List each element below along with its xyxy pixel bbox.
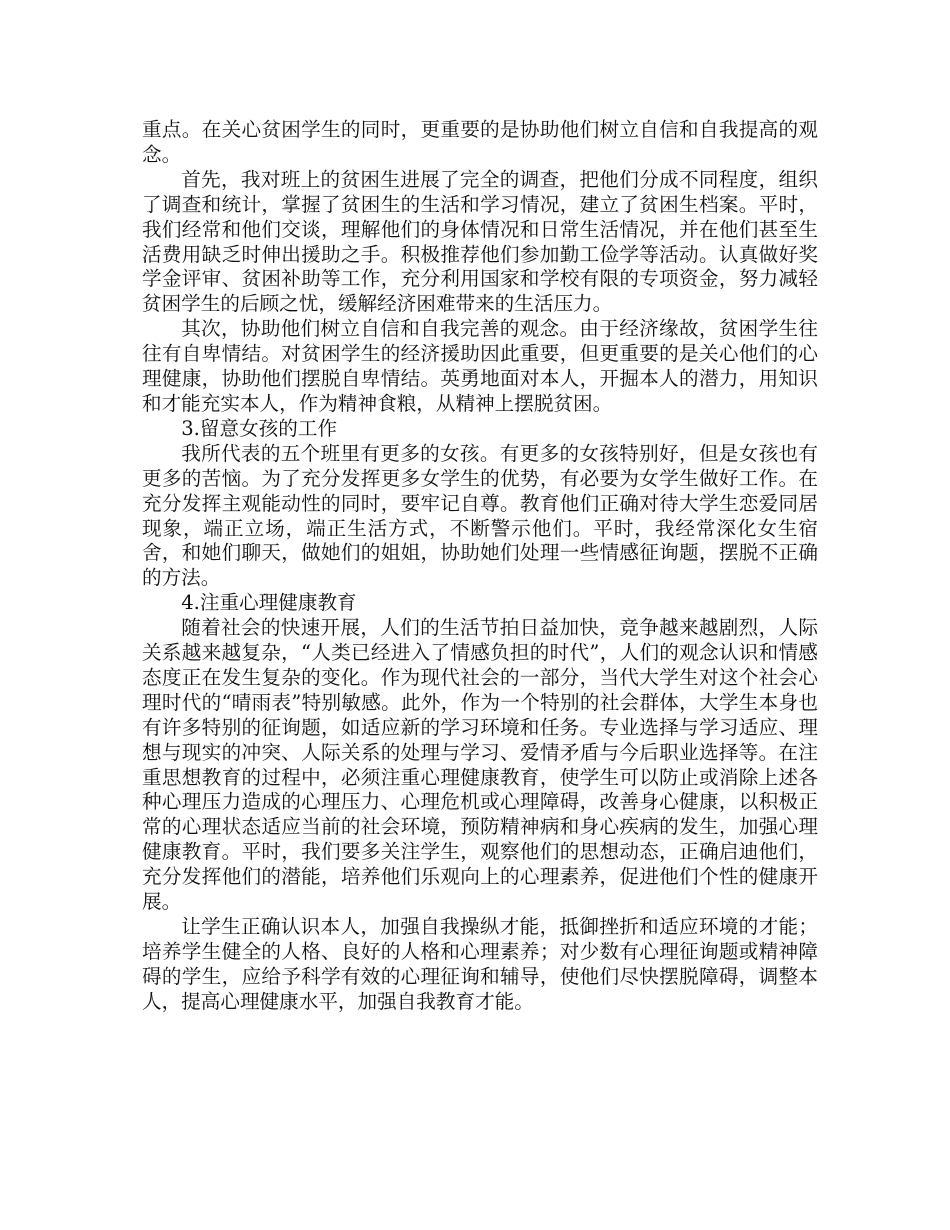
section-heading-girls-work: 3.留意女孩的工作 bbox=[181, 416, 338, 440]
paragraph-self-education: 让学生正确认识本人，加强自我操纵才能，抵御挫折和适应环境的才能；培养学生健全的人格、良好的人格和心理素养；对少数有心理征询题或精神障碍的学生，应给予科学有效的心理征询和辅导，使他们尽快摆脱障碍，调整本人，提高心理健康水平，加强自我教育才能。 bbox=[142, 915, 818, 1013]
paragraph-poor-students-survey: 首先，我对班上的贫困生进展了完全的调查，把他们分成不同程度，组织了调查和统计，掌握了贫困生的生活和学习情况，建立了贫困生档案。平时，我们经常和他们交谈，理解他们的身体情况和日常生活情况，并在他们甚至生活费用缺乏时伸出援助之手。积极推荐他们参加勤工俭学等活动。认真做好奖学金评审、贫困补助等工作，充分利用国家和学校有限的专项资金，努力减轻贫困学生的后顾之忧，缓解经济困难带来的生活压力。 bbox=[142, 167, 818, 316]
paragraph-mental-health: 随着社会的快速开展，人们的生活节拍日益加快，竞争越来越剧烈，人际关系越来越复杂，“人类已经进入了情感负担的时代”，人们的观念认识和情感态度正在发生复杂的变化。作为现代社会的一部分，当代大学生对这个社会心理时代的“晴雨表”特别敏感。此外，作为一个特别的社会群体，大学生本身也有许多特别的征询题，如适应新的学习环境和任务。专业选择与学习适应、理想与现实的冲突、人际关系的处理与学习、爱情矛盾与今后职业选择等。在注重思想教育的过程中，必须注重心理健康教育，使学生可以防止或消除上述各种心理压力造成的心理压力、心理危机或心理障碍，改善身心健康，以积极正常的心理状态适应当前的社会环境，预防精神病和身心疾病的发生，加强心理健康教育。平时，我们要多关注学生，观察他们的思想动态，正确启迪他们，充分发挥他们的潜能，培养他们乐观向上的心理素养，促进他们个性的健康开展。 bbox=[142, 616, 818, 914]
paragraph-self-confidence: 其次，协助他们树立自信和自我完善的观念。由于经济缘故，贫困学生往往有自卑情结。对贫困学生的经济援助因此重要，但更重要的是关心他们的心理健康，协助他们摆脱自卑情结。英勇地面对本人，开掘本人的潜力，用知识和才能充实本人，作为精神食粮，从精神上摆脱贫困。 bbox=[142, 317, 818, 415]
document-body bbox=[142, 118, 818, 1015]
paragraph-continuation: 重点。在关心贫困学生的同时，更重要的是协助他们树立自信和自我提高的观念。 bbox=[142, 118, 818, 166]
section-heading-mental-health: 4.注重心理健康教育 bbox=[181, 591, 357, 615]
paragraph-girls-work: 我所代表的五个班里有更多的女孩。有更多的女孩特别好，但是女孩也有更多的苦恼。为了充分发挥更多女学生的优势，有必要为女学生做好工作。在充分发挥主观能动性的同时，要牢记自尊。教育他们正确对待大学生恋爱同居现象，端正立场，端正生活方式，不断警示他们。平时，我经常深化女生宿舍，和她们聊天，做她们的姐姐，协助她们处理一些情感征询题，摆脱不正确的方法。 bbox=[142, 441, 818, 590]
